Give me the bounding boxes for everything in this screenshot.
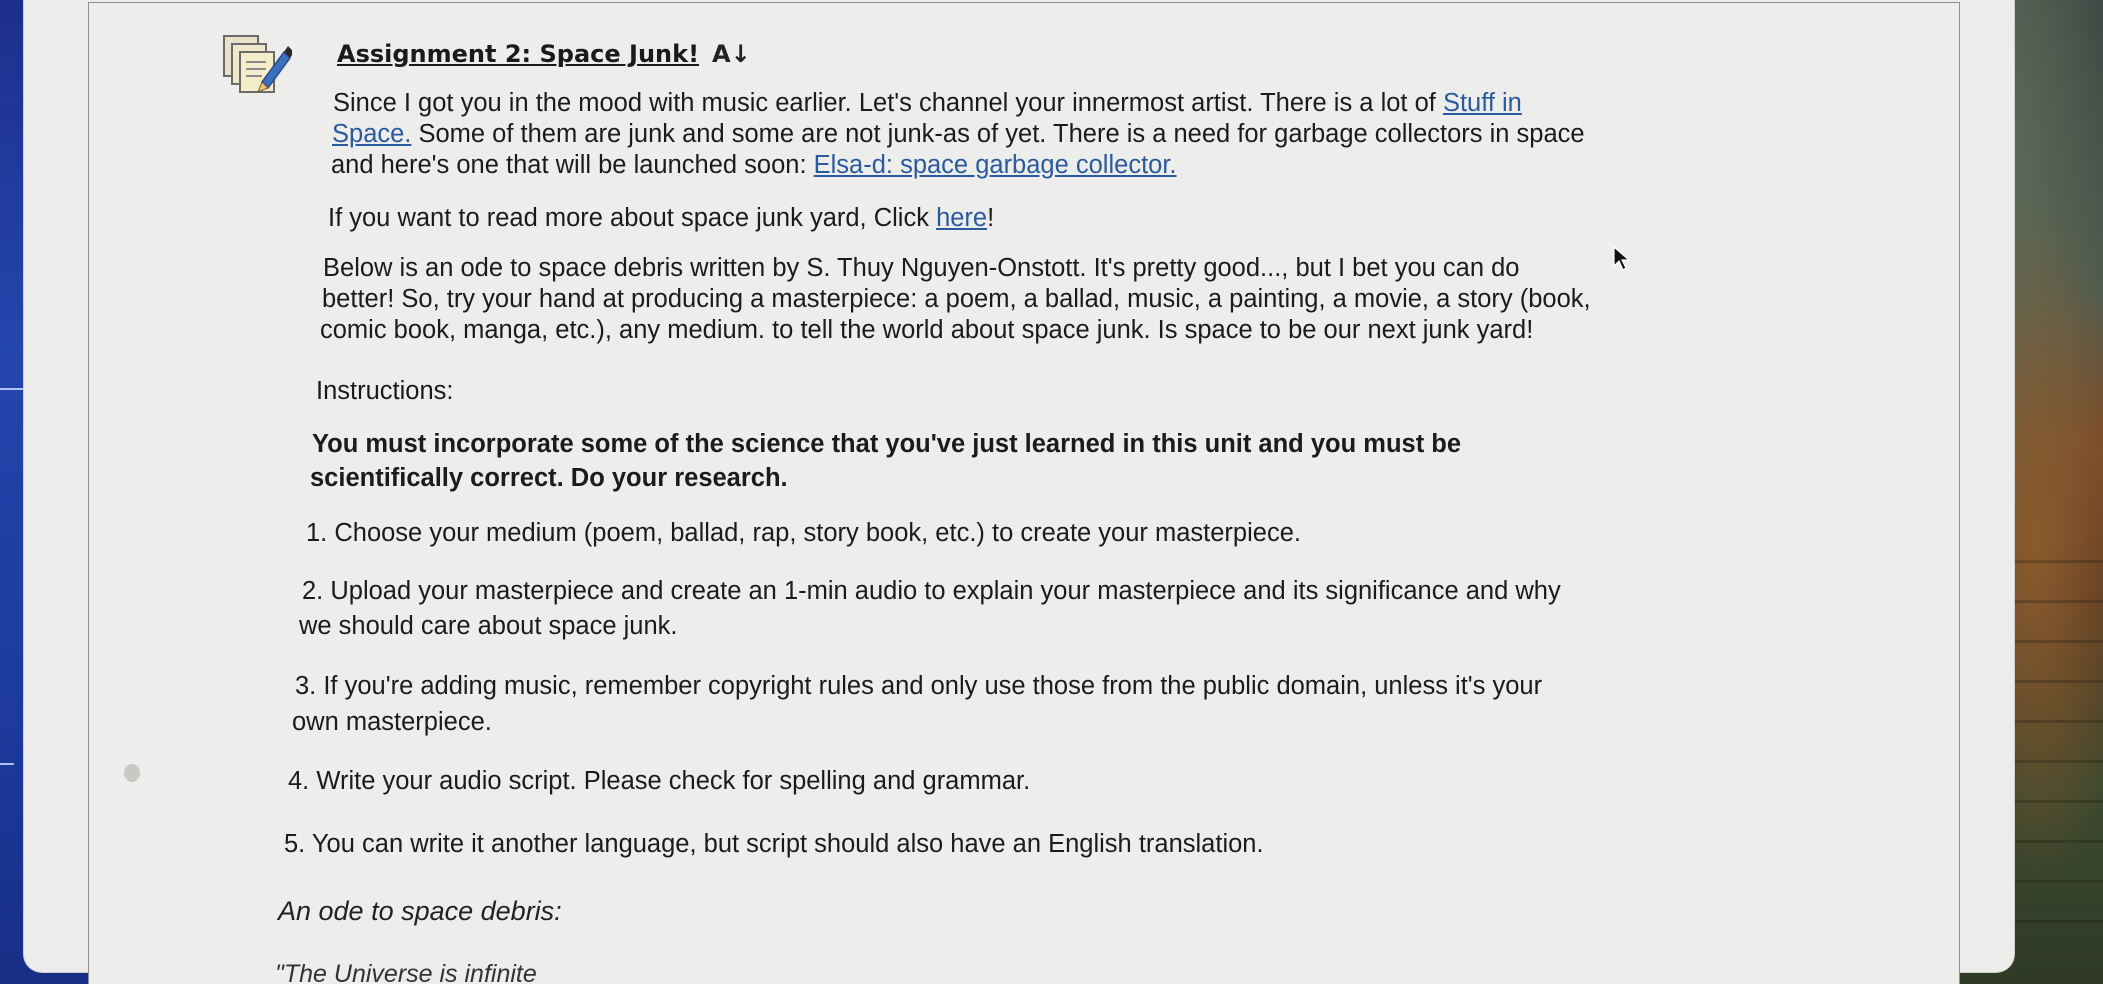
ode-intro-line-2: better! So, try your hand at producing a masterpiece: a poem, a ballad, music, a painting, a movie, a story (book, — [322, 285, 1591, 313]
font-size-adjust-icon[interactable]: A↓ — [712, 40, 751, 68]
requirement-line-1: You must incorporate some of the science that you've just learned in this unit and you must be — [312, 430, 1462, 458]
intro-line-3 — [331, 150, 1177, 181]
read-more-text: If you want to read more about space junk yard, Click — [328, 204, 937, 232]
stuff-in-space-link-continued[interactable]: Space. — [332, 120, 412, 148]
intro-text: Some of them are junk and some are not junk-as of yet. There is a need for garbage collectors in space — [411, 120, 1585, 148]
step-1: 1. Choose your medium (poem, ballad, rap, story book, etc.) to create your masterpiece. — [306, 519, 1301, 547]
requirement-line-2: scientifically correct. Do your research. — [310, 464, 788, 492]
mouse-cursor-icon — [1612, 246, 1634, 272]
ode-intro-line-3: comic book, manga, etc.), any medium. to tell the world about space junk. Is space to be our next junk yard! — [320, 316, 1534, 344]
step-3-continued: own masterpiece. — [292, 708, 492, 736]
intro-text: Since I got you in the mood with music earlier. Let's channel your innermost artist. There is a lot of — [333, 89, 1443, 117]
read-more-suffix: ! — [987, 204, 995, 232]
screen-speck — [124, 764, 140, 782]
elsa-d-link[interactable]: Elsa-d: space garbage collector. — [813, 151, 1177, 179]
ode-intro-line-1: Below is an ode to space debris written by S. Thuy Nguyen-Onstott. It's pretty good..., but I bet you can do — [323, 254, 1520, 282]
intro-line-2 — [332, 119, 1585, 150]
here-link[interactable]: here — [936, 204, 988, 232]
step-3: 3. If you're adding music, remember copyright rules and only use those from the public domain, unless it's your — [295, 672, 1543, 700]
stuff-in-space-link[interactable]: Stuff in — [1442, 89, 1522, 117]
assignment-title[interactable]: Assignment 2: Space Junk! — [337, 40, 700, 68]
step-4: 4. Write your audio script. Please check for spelling and grammar. — [288, 767, 1031, 795]
step-2: 2. Upload your masterpiece and create an 1-min audio to explain your masterpiece and its significance and why — [302, 577, 1561, 605]
poem-first-line: "The Universe is infinite — [275, 960, 537, 984]
intro-line-1 — [333, 88, 1522, 119]
step-2-continued: we should care about space junk. — [299, 612, 678, 640]
read-more-line — [328, 203, 994, 234]
step-5: 5. You can write it another language, but script should also have an English translation. — [284, 830, 1264, 858]
assignment-document-icon — [222, 32, 292, 98]
ode-heading: An ode to space debris: — [278, 896, 562, 926]
instructions-label: Instructions: — [316, 377, 454, 405]
intro-text: and here's one that will be launched soon: — [331, 151, 814, 179]
